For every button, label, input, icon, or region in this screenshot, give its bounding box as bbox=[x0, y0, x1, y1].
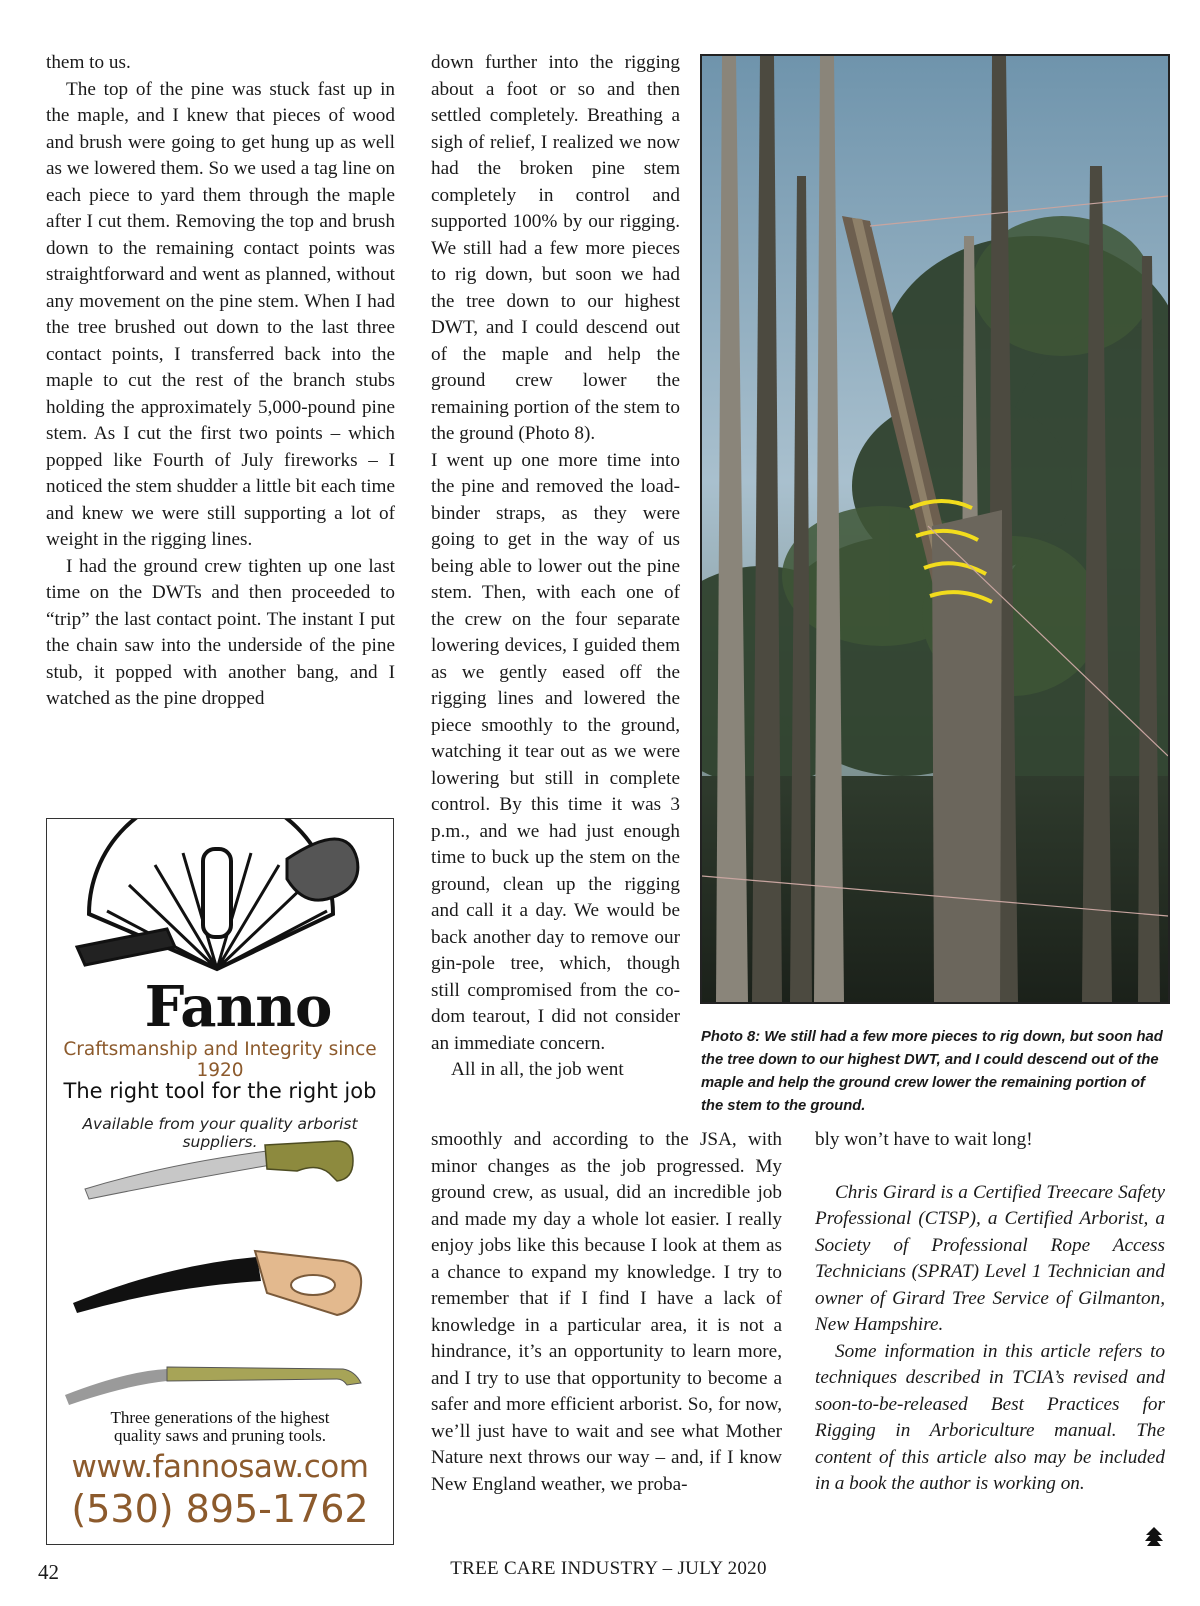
article-column-3 bbox=[815, 1127, 1165, 1498]
fanno-advertisement[interactable] bbox=[46, 818, 394, 1545]
photo-8 bbox=[700, 54, 1170, 1004]
ad-website-link[interactable]: www.fannosaw.com bbox=[71, 1449, 369, 1485]
article-paragraph: bly won’t have to wait long! bbox=[815, 1129, 1033, 1150]
folding-saw-icon bbox=[73, 1251, 361, 1315]
article-column-2-bottom bbox=[431, 1127, 782, 1498]
article-note: Some information in this article refers to techniques described in TCIA’s revised and soon-to-be-released Best Practices for Rigging in Arboriculture manual. The content of this article also may be included in a book the author is working on. bbox=[815, 1340, 1165, 1494]
ad-brand-name: Fanno bbox=[144, 974, 332, 1040]
article-paragraph: smoothly and according to the JSA, with minor changes as the job progressed. My ground crew, as usual, did an incredible job and made my day a whole lot easier. I really enjoy jobs like this because I look at them as a chance to expand my knowledge. I try to remember that if I find I have a lack of knowledge in a particular area, it is not a hindrance, it’s an opportunity to learn more, and I try to use that opportunity to become a safer and more efficient arborist. So, for now, we’ll just have to wait and see what Mother Nature next throws our way – and, if I know New England weather, we proba- bbox=[431, 1129, 782, 1495]
article-paragraph: I went up one more time into the pine and removed the load-binder straps, as they were going to get in the way of us being able to lower out the pine stem. Then, with each one of the crew on the four separate lowering devices, I guided them as we gently eased off the rigging lines and lowered the piece smoothly to the ground, watching it tear out as we were lowering but still in complete control. By this time it was 3 p.m., and we had just enough time to buck up the stem on the ground, clean up the rigging and call it a day. We would be back another day to remove our gin-pole tree, which, though still compromised from the co-dom tearout, I did not consider an immediate concern. bbox=[431, 449, 680, 1054]
article-paragraph: All in all, the job went bbox=[451, 1059, 624, 1080]
pole-saw-icon bbox=[65, 1367, 361, 1405]
article-paragraph: down further into the rigging about a foot or so and then settled completely. Breathing a sigh of relief, I realized we now had the broken pine stem completely in control and supported 100% by our rigging. We still had a few more pieces to rig down, but soon we had the tree down to our highest DWT, and I could descend out of the maple and help the ground crew lower the remaining portion of the stem to the ground (Photo 8). bbox=[431, 52, 680, 444]
ad-tagline: The right tool for the right job bbox=[63, 1079, 377, 1103]
article-column-2 bbox=[431, 50, 680, 1084]
forest-photo-illustration bbox=[702, 56, 1168, 1002]
article-paragraph: The top of the pine was stuck fast up in the maple, and I knew that pieces of wood and brush were going to get hung up as well as we lowered them. So we used a tag line on each piece to yard them through the maple after I cut them. Removing the top and brush down to the remaining contact points was straightforward and went as planned, without any movement on the pine stem. When I had the tree brushed out down to the last three contact points, I transferred back into the maple to cut the rest of the branch stubs holding the approximately 5,000-pound pine stem. As I cut the first two points – which popped like Fourth of July fireworks – I noticed the stem shudder a little bit each time and knew we were still supporting a lot of weight in the rigging lines. bbox=[46, 78, 396, 550]
publication-footer: TREE CARE INDUSTRY – JULY 2020 bbox=[450, 1558, 767, 1579]
tree-end-mark-shape bbox=[1143, 1526, 1165, 1548]
article-column-1 bbox=[46, 50, 395, 713]
article-paragraph: them to us. bbox=[46, 52, 131, 73]
tree-icon bbox=[1143, 1526, 1165, 1553]
photo-caption: Photo 8: We still had a few more pieces to rig down, but soon had the tree down to our highest DWT, and I could descend out of the maple and help the ground crew lower the remaining portion of the stem to the ground. bbox=[701, 1029, 1163, 1114]
page-number: 42 bbox=[38, 1560, 59, 1584]
article-paragraph: I had the ground crew tighten up one last time on the DWTs and then proceeded to “trip” the last contact point. The instant I put the chain saw into the underside of the pine stub, it popped with another bang, and I watched as the pine dropped bbox=[46, 555, 395, 709]
author-bio: Chris Girard is a Certified Treecare Safety Professional (CTSP), a Certified Arborist, a Society of Professional Rope Access Technicians (SPRAT) Level 1 Technician and owner of Girard Tree Service of Gilmanton, New Hampshire. bbox=[815, 1181, 1165, 1335]
ad-description: Three generations of the highest quality saws and pruning tools. bbox=[110, 1408, 330, 1445]
fan-logo-icon bbox=[77, 819, 358, 969]
ad-phone-number[interactable]: (530) 895-1762 bbox=[71, 1487, 369, 1531]
ad-since-line: Craftsmanship and Integrity since 1920 bbox=[63, 1039, 377, 1081]
ad-availability: Available from your quality arborist suppliers. bbox=[82, 1115, 358, 1151]
